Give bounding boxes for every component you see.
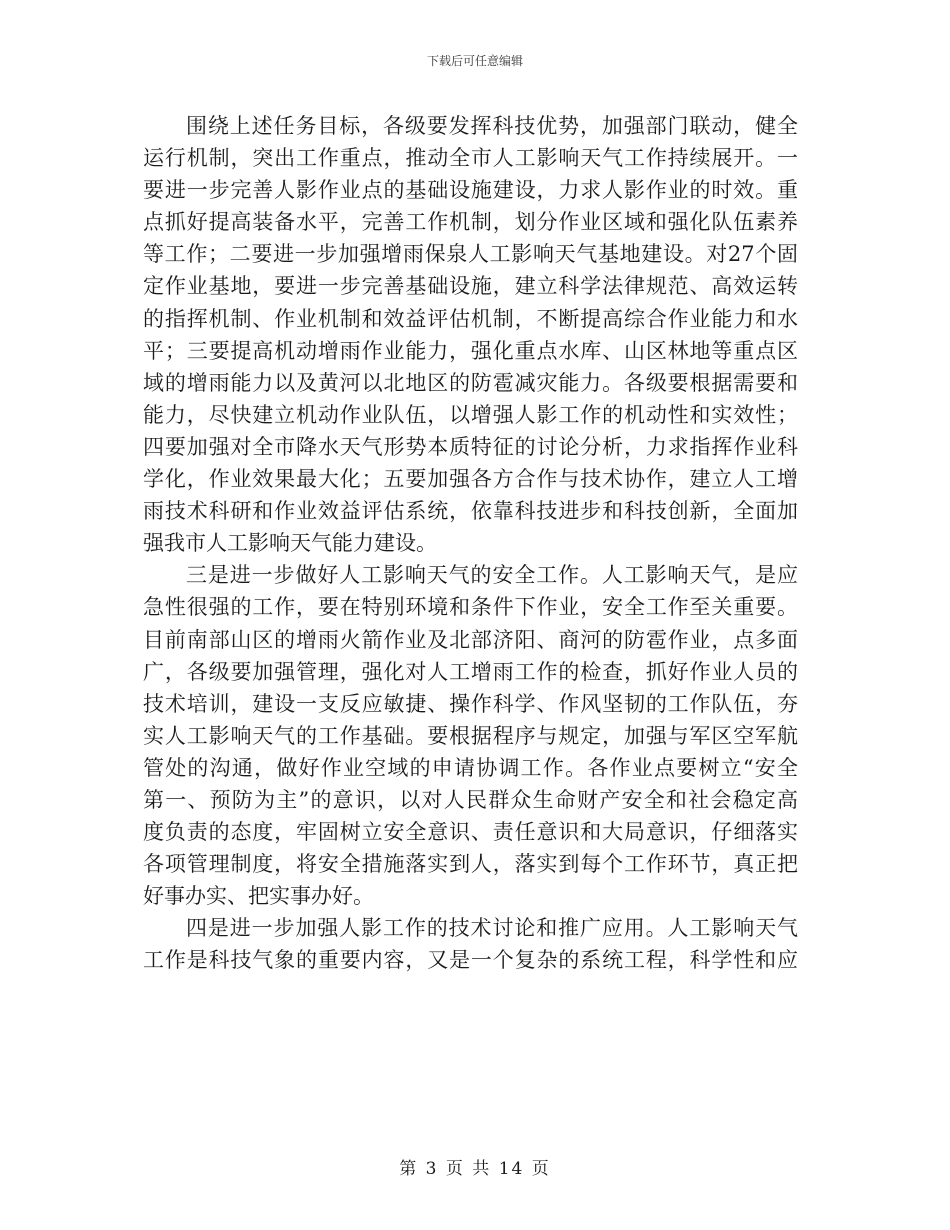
- text-line: 各项管理制度，将安全措施落实到人，落实到每个工作环节，真正把: [143, 852, 798, 877]
- text-line: 学化，作业效果最大化；五要加强各方合作与技术协作，建立人工增: [143, 467, 798, 492]
- text-line: 工作是科技气象的重要内容，又是一个复杂的系统工程，科学性和应: [143, 948, 798, 973]
- text-line: 第一、预防为主”的意识，以对人民群众生命财产安全和社会稳定高: [143, 787, 798, 812]
- text-line: 四要加强对全市降水天气形势本质特征的讨论分析，力求指挥作业科: [143, 434, 798, 459]
- text-line: 管处的沟通，做好作业空域的申请协调工作。各作业点要树立“安全: [143, 755, 798, 780]
- page-header: 下载后可任意编辑: [426, 54, 523, 68]
- text-line: 点抓好提高装备水平，完善工作机制，划分作业区域和强化队伍素养: [143, 210, 798, 235]
- text-line: 要进一步完善人影作业点的基础设施建设，力求人影作业的时效。重: [143, 178, 798, 203]
- text-line: 目前南部山区的增雨火箭作业及北部济阳、商河的防雹作业，点多面: [143, 627, 798, 652]
- text-line: 三是进一步做好人工影响天气的安全工作。人工影响天气，是应: [186, 563, 798, 588]
- text-line: 急性很强的工作，要在特别环境和条件下作业，安全工作至关重要。: [143, 595, 798, 620]
- text-line: 的指挥机制、作业机制和效益评估机制，不断提高综合作业能力和水: [143, 306, 798, 331]
- text-line: 度负责的态度，牢固树立安全意识、责任意识和大局意识，仔细落实: [143, 820, 798, 845]
- text-line: 好事办实、把实事办好。: [143, 884, 374, 909]
- text-line: 雨技术科研和作业效益评估系统，依靠科技进步和科技创新，全面加: [143, 499, 798, 524]
- text-line: 平；三要提高机动增雨作业能力，强化重点水库、山区林地等重点区: [143, 338, 798, 363]
- text-line: 运行机制，突出工作重点，推动全市人工影响天气工作持续展开。一: [143, 146, 798, 171]
- text-line: 等工作；二要进一步加强增雨保泉人工影响天气基地建设。对27个固: [143, 242, 798, 267]
- text-line: 四是进一步加强人影工作的技术讨论和推广应用。人工影响天气: [186, 916, 798, 941]
- text-line: 围绕上述任务目标，各级要发挥科技优势，加强部门联动，健全: [186, 114, 798, 138]
- text-line: 域的增雨能力以及黄河以北地区的防雹减灾能力。各级要根据需要和: [143, 370, 798, 395]
- document-body: [143, 110, 798, 977]
- text-line: 技术培训，建设一支反应敏捷、操作科学、作风坚韧的工作队伍，夯: [143, 691, 798, 716]
- page-footer: 第 3 页 共 14 页: [399, 1159, 551, 1179]
- text-line: 定作业基地，要进一步完善基础设施，建立科学法律规范、高效运转: [143, 274, 798, 299]
- text-line: 广，各级要加强管理，强化对人工增雨工作的检查，抓好作业人员的: [143, 659, 798, 684]
- text-line: 能力，尽快建立机动作业队伍，以增强人影工作的机动性和实效性；: [143, 402, 798, 427]
- text-line: 强我市人工影响天气能力建设。: [143, 531, 437, 556]
- text-line: 实人工影响天气的工作基础。要根据程序与规定，加强与军区空军航: [143, 723, 798, 748]
